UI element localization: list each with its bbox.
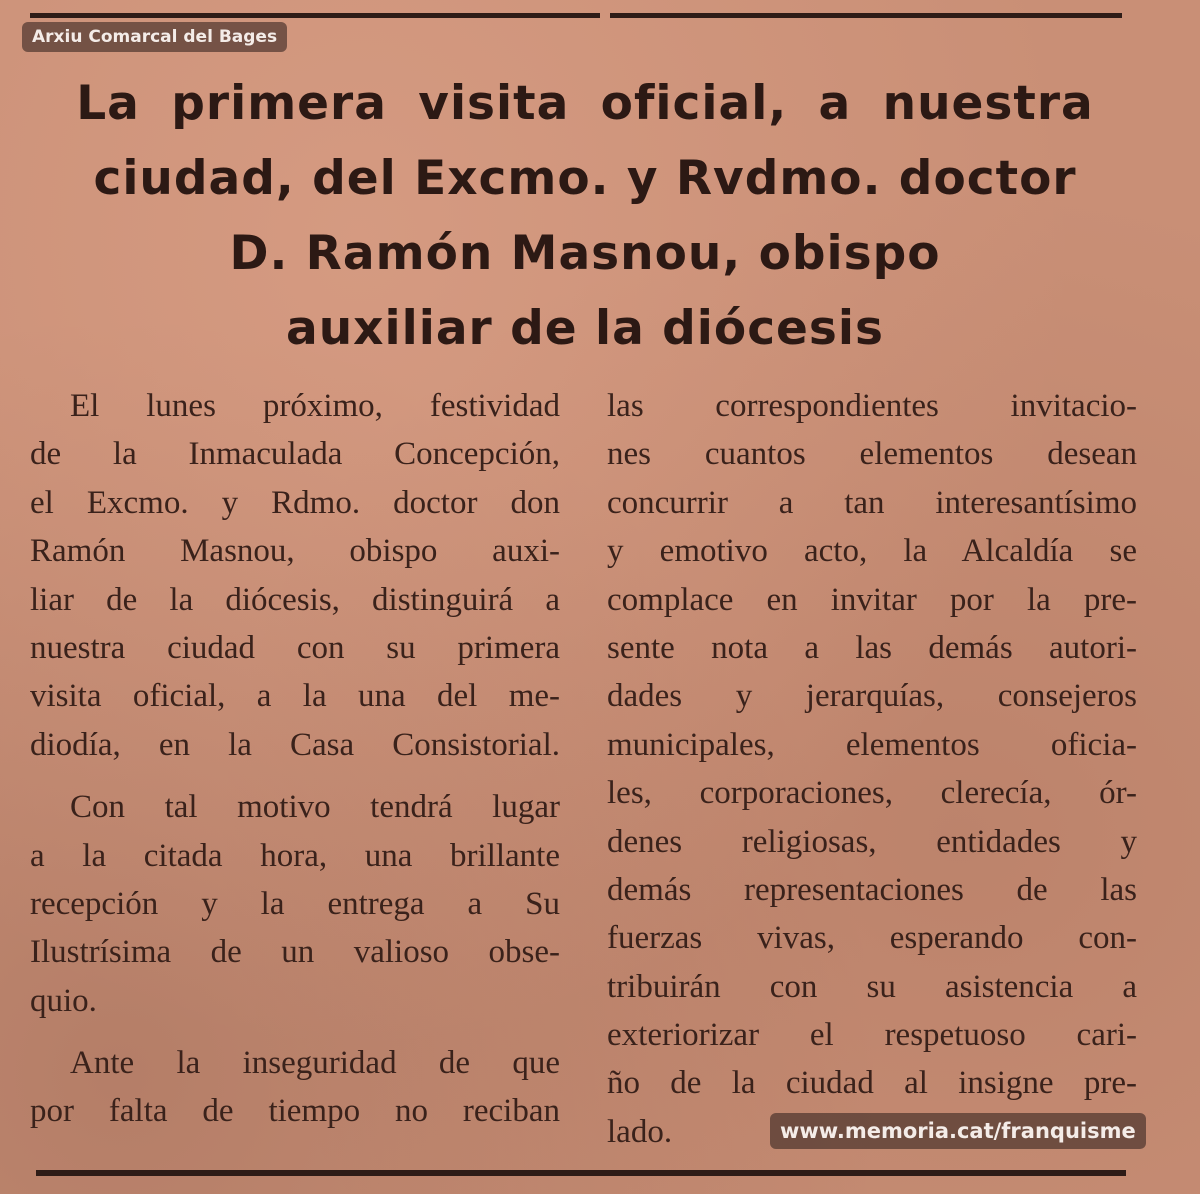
paragraph-gap xyxy=(30,769,560,783)
paragraph-gap xyxy=(30,1025,560,1039)
article-right-column xyxy=(607,382,1137,1156)
text-line: diodía, en la Casa Consistorial. xyxy=(30,726,560,763)
text-line: Ramón Masnou, obispo auxi- xyxy=(30,533,560,570)
text-line: por falta de tiempo no reciban xyxy=(30,1093,560,1130)
top-rule-right xyxy=(610,13,1122,18)
text-line: dades y jerarquías, consejeros xyxy=(607,678,1137,715)
text-line: denes religiosas, entidades y xyxy=(607,823,1137,860)
headline-line: ciudad, del Excmo. y Rvdmo. doctor xyxy=(93,151,1077,206)
text-line: Ilustrísima de un valioso obse- xyxy=(30,934,560,971)
text-line: de la Inmaculada Concepción, xyxy=(30,436,560,473)
text-line: El lunes próximo, festividad xyxy=(70,388,560,424)
text-line: Ante la inseguridad de que xyxy=(70,1045,560,1082)
text-line: sente nota a las demás autori- xyxy=(607,629,1137,666)
text-line: el Excmo. y Rdmo. doctor don xyxy=(30,484,560,521)
article-headline xyxy=(30,66,1140,366)
text-line: Con tal motivo tendrá lugar xyxy=(70,789,560,826)
text-line: les, corporaciones, clerecía, ór- xyxy=(607,775,1137,812)
article-paragraph-1 xyxy=(30,382,560,769)
text-line: lado. xyxy=(607,1113,673,1150)
text-line: nuestra ciudad con su primera xyxy=(30,629,560,666)
text-line: visita oficial, a la una del me- xyxy=(30,678,560,715)
archive-watermark-label: Arxiu Comarcal del Bages xyxy=(22,22,287,52)
text-line: exteriorizar el respetuoso cari- xyxy=(607,1017,1137,1054)
headline-line: La primera visita oficial, a nuestra xyxy=(76,76,1094,131)
text-line: demás representaciones de las xyxy=(607,871,1137,908)
text-line: tribuirán con su asistencia a xyxy=(607,968,1137,1005)
text-line: ño de la ciudad al insigne pre- xyxy=(607,1065,1137,1102)
text-line: a la citada hora, una brillante xyxy=(30,837,560,874)
text-line: quio. xyxy=(30,982,97,1019)
top-rule-left xyxy=(30,13,600,18)
text-line: fuerzas vivas, esperando con- xyxy=(607,920,1137,957)
text-line: recepción y la entrega a Su xyxy=(30,885,560,922)
text-line: liar de la diócesis, distinguirá a xyxy=(30,581,560,618)
source-url-watermark: www.memoria.cat/franquisme xyxy=(770,1113,1146,1149)
text-line: y emotivo acto, la Alcaldía se xyxy=(607,533,1137,570)
article-paragraph-3 xyxy=(30,1039,560,1136)
text-line: nes cuantos elementos desean xyxy=(607,436,1137,473)
text-line: concurrir a tan interesantísimo xyxy=(607,484,1137,521)
headline-line: auxiliar de la diócesis xyxy=(286,301,884,356)
article-left-column xyxy=(30,382,560,1136)
text-line: las correspondientes invitacio- xyxy=(607,388,1137,424)
headline-line: D. Ramón Masnou, obispo xyxy=(229,226,941,281)
bottom-rule xyxy=(36,1170,1126,1176)
text-line: complace en invitar por la pre- xyxy=(607,581,1137,618)
article-paragraph-2 xyxy=(30,783,560,1025)
text-line: municipales, elementos oficia- xyxy=(607,726,1137,763)
